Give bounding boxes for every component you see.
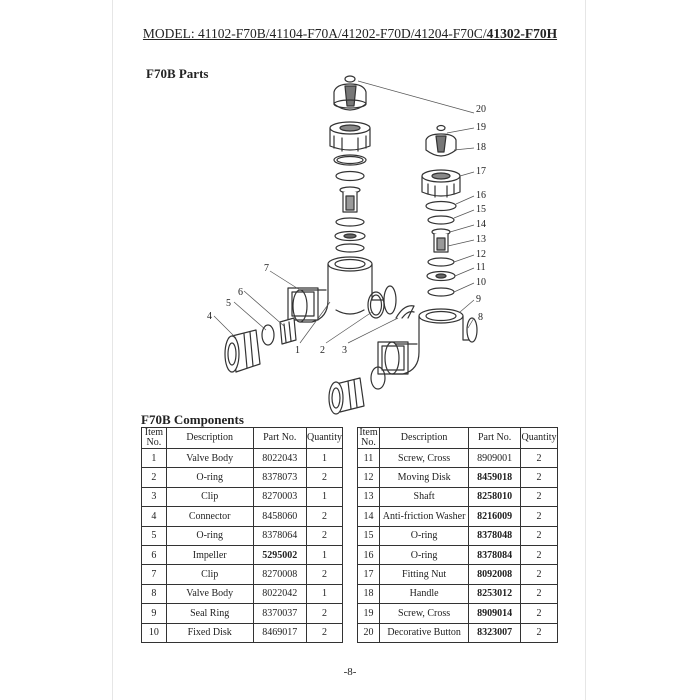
part-no: 8469017 [253, 623, 306, 642]
part-no: 8378084 [469, 545, 521, 564]
callout-14: 14 [476, 219, 486, 230]
item-no: 3 [142, 487, 167, 506]
item-no: 16 [358, 545, 380, 564]
description: Impeller [166, 545, 253, 564]
model-last: 41302-F70H [486, 26, 558, 41]
callout-18: 18 [476, 142, 486, 153]
callout-1: 1 [295, 345, 300, 356]
quantity: 2 [521, 623, 558, 642]
left-stack [330, 76, 370, 252]
callout-13: 13 [476, 234, 486, 245]
model-prefix: MODEL: 41102-F70B/41104-F70A/41202-F70D/41204-F70C/ [142, 26, 487, 41]
description: Connector [166, 507, 253, 526]
callout-17: 17 [476, 166, 486, 177]
quantity: 2 [521, 565, 558, 584]
part-no: 8909014 [469, 604, 521, 623]
callout-11: 11 [476, 262, 486, 273]
quantity: 1 [306, 584, 342, 603]
table-row [142, 604, 343, 623]
item-no: 11 [358, 449, 380, 468]
table-row [358, 507, 558, 526]
callout-9: 9 [476, 294, 481, 305]
components-table-left [141, 427, 343, 643]
quantity: 2 [521, 468, 558, 487]
right-valve-body [329, 306, 477, 414]
item-no: 6 [142, 545, 167, 564]
table-row [358, 468, 558, 487]
description: O-ring [379, 526, 468, 545]
table-row [358, 565, 558, 584]
header-quantity: Quantity [521, 428, 558, 449]
table-row [142, 449, 343, 468]
quantity: 1 [306, 449, 342, 468]
components-section-title: F70B Components [141, 412, 244, 427]
callout-16: 16 [476, 190, 486, 201]
callout-12: 12 [476, 249, 486, 260]
description: Screw, Cross [379, 449, 468, 468]
part-no: 5295002 [253, 545, 306, 564]
callout-7: 7 [264, 263, 269, 274]
right-stack [422, 126, 460, 297]
description: O-ring [166, 468, 253, 487]
description: Moving Disk [379, 468, 468, 487]
header-part-no: Part No. [253, 428, 306, 449]
header-quantity: Quantity [306, 428, 342, 449]
description: Clip [166, 565, 253, 584]
callout-3: 3 [342, 345, 347, 356]
table-header-row [142, 428, 343, 449]
description: Decorative Button [379, 623, 468, 642]
quantity: 2 [306, 604, 342, 623]
table-row [358, 526, 558, 545]
part-no: 8459018 [469, 468, 521, 487]
item-no: 7 [142, 565, 167, 584]
item-no: 9 [142, 604, 167, 623]
callout-5: 5 [226, 298, 231, 309]
quantity: 2 [306, 565, 342, 584]
table-header-row [358, 428, 558, 449]
part-no: 8378064 [253, 526, 306, 545]
quantity: 2 [521, 487, 558, 506]
part-no: 8378048 [469, 526, 521, 545]
table-row [142, 507, 343, 526]
description: Screw, Cross [379, 604, 468, 623]
part-no: 8216009 [469, 507, 521, 526]
table-row [358, 584, 558, 603]
item-no: 20 [358, 623, 380, 642]
quantity: 2 [521, 526, 558, 545]
quantity: 2 [521, 545, 558, 564]
description: O-ring [379, 545, 468, 564]
header-item-no: Item No. [359, 427, 378, 448]
table-row [142, 565, 343, 584]
description: Anti-friction Washer [379, 507, 468, 526]
description: O-ring [166, 526, 253, 545]
callout-19: 19 [476, 122, 486, 133]
table-row [142, 487, 343, 506]
item-no: 8 [142, 584, 167, 603]
table-row [358, 487, 558, 506]
part-no: 8270003 [253, 487, 306, 506]
table-row [142, 584, 343, 603]
item-no: 18 [358, 584, 380, 603]
quantity: 1 [306, 545, 342, 564]
item-no: 10 [142, 623, 167, 642]
table-row [142, 526, 343, 545]
callout-2: 2 [320, 345, 325, 356]
callout-6: 6 [238, 287, 243, 298]
left-valve-body [225, 257, 396, 372]
item-no: 2 [142, 468, 167, 487]
quantity: 2 [306, 623, 342, 642]
exploded-parts-diagram [140, 66, 560, 416]
part-no: 8253012 [469, 584, 521, 603]
header-part-no: Part No. [469, 428, 521, 449]
model-header [0, 26, 700, 42]
description: Fitting Nut [379, 565, 468, 584]
quantity: 2 [521, 507, 558, 526]
item-no: 1 [142, 449, 167, 468]
table-row [142, 468, 343, 487]
components-table-right [357, 427, 558, 643]
header-description: Description [379, 428, 468, 449]
part-no: 8022043 [253, 449, 306, 468]
quantity: 2 [521, 449, 558, 468]
callout-20: 20 [476, 104, 486, 115]
table-row [358, 545, 558, 564]
callout-8: 8 [478, 312, 483, 323]
description: Valve Body [166, 449, 253, 468]
description: Seal Ring [166, 604, 253, 623]
item-no: 17 [358, 565, 380, 584]
part-no: 8270008 [253, 565, 306, 584]
item-no: 12 [358, 468, 380, 487]
page-number: -8- [343, 666, 357, 678]
quantity: 1 [306, 487, 342, 506]
table-row [358, 604, 558, 623]
table-row [142, 623, 343, 642]
part-no: 8258010 [469, 487, 521, 506]
description: Shaft [379, 487, 468, 506]
part-no: 8378073 [253, 468, 306, 487]
item-no: 13 [358, 487, 380, 506]
table-row [358, 623, 558, 642]
item-no: 15 [358, 526, 380, 545]
quantity: 2 [521, 584, 558, 603]
quantity: 2 [306, 468, 342, 487]
quantity: 2 [306, 526, 342, 545]
table-row [358, 449, 558, 468]
header-item-no: Item No. [142, 428, 167, 449]
description: Valve Body [166, 584, 253, 603]
part-no: 8022042 [253, 584, 306, 603]
item-no: 5 [142, 526, 167, 545]
part-no: 8458060 [253, 507, 306, 526]
header-description: Description [166, 428, 253, 449]
quantity: 2 [306, 507, 342, 526]
item-no: 19 [358, 604, 380, 623]
item-no: 14 [358, 507, 380, 526]
part-no: 8092008 [469, 565, 521, 584]
description: Handle [379, 584, 468, 603]
table-row [142, 545, 343, 564]
description: Fixed Disk [166, 623, 253, 642]
item-no: 4 [142, 507, 167, 526]
callout-10: 10 [476, 277, 486, 288]
quantity: 2 [521, 604, 558, 623]
part-no: 8323007 [469, 623, 521, 642]
parts-section-title: F70B Parts [146, 66, 209, 81]
description: Clip [166, 487, 253, 506]
callout-4: 4 [207, 311, 212, 322]
part-no: 8370037 [253, 604, 306, 623]
part-no: 8909001 [469, 449, 521, 468]
callout-15: 15 [476, 204, 486, 215]
